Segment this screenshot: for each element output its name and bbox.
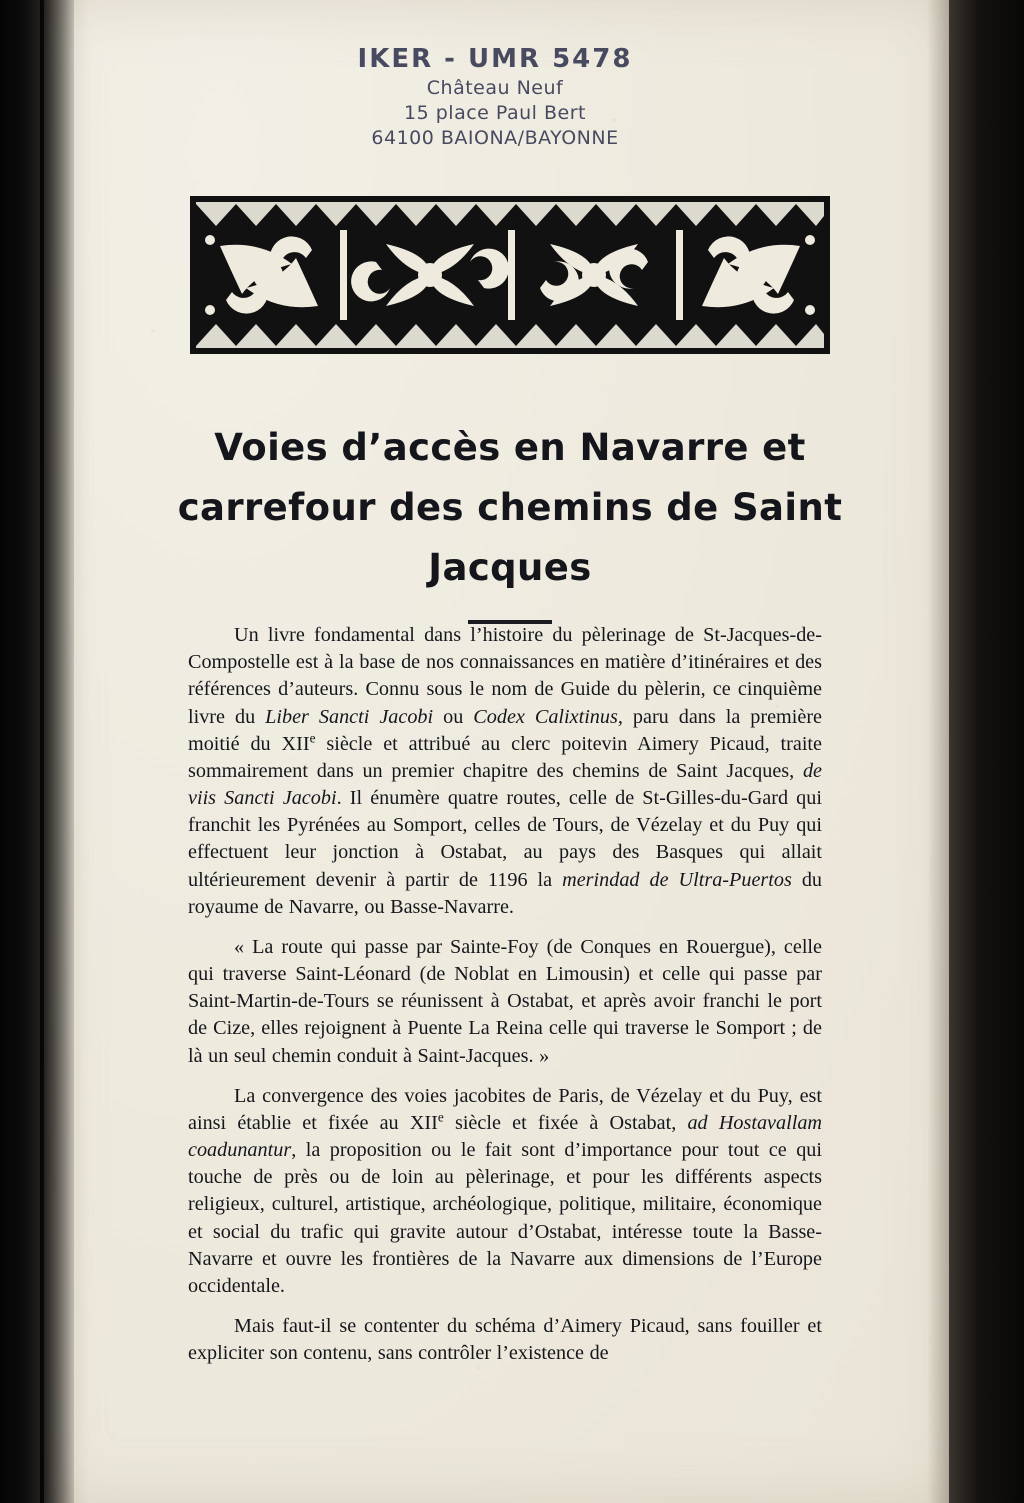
binding-crease <box>40 0 74 1503</box>
stamp-city: 64100 BAIONA/BAYONNE <box>371 127 619 150</box>
stamp-building: Château Neuf <box>426 77 564 100</box>
stamp-street: 15 place Paul Bert <box>404 102 586 125</box>
p1-part-a: Un livre fondamental dans l’histoire du pèlerinage de St-Jacques-de-Compostelle est à la base de nos connaissances en matière d’itinéraires et des références d’auteurs. Connu sous le nom de Guide du pèlerin, ce cinquième livre du <box>188 624 822 728</box>
paragraph-2-quote: « La route qui passe par Sainte-Foy (de Conques en Rouergue), celle qui traverse Saint-Léonard (de Noblat en Limousin) et celle qui passe par Saint-Martin-de-Tours se réunissent à Ostabat, et après avoir franchi le port de Cize, elles rejoignent à Puente La Reina celle qui traverse le Somport ; de là un seul chemin conduit à Saint-Jacques. » <box>188 935 822 1067</box>
p1-part-c: , paru dans la première moitié du XII <box>188 705 823 755</box>
p3-italic-hostavallam: ad Hostavallam coadunantur <box>188 1111 823 1162</box>
p1-part-e: . Il énumère quatre routes, celle de St-Gilles-du-Gard qui franchit les Pyrénées au Somport, celles de Tours, de Vézelay et du Puy qui effectuent leur jonction à Ostabat, au pays des Basques qui allait ultérieurement devenir à partir de 1196 la <box>188 787 822 891</box>
title-line-2: carrefour des chemins de Saint Jacques <box>177 485 843 589</box>
p1-ordinal: e <box>309 729 316 745</box>
p3-ordinal: e <box>437 1109 444 1125</box>
p1-part-b: ou <box>433 705 474 728</box>
p3-part-c: , la proposition ou le fait sont d’importance pour tout ce qui touche de près ou de loin au pèlerinage, et pour les différents aspects religieux, culturel, artistique, archéologique, politique, militaire, économique et social du trafic qui gravite autour d’Ostabat, intéresse toute la Basse-Navarre et ouvre les frontières de la Navarre aux dimensions de l’Europe occidentale. <box>188 1139 822 1297</box>
article-body <box>188 622 822 1367</box>
p1-italic-merindad: merindad de Ultra-Puertos <box>562 868 792 891</box>
p3-part-b: siècle et fixée à Ostabat, <box>443 1111 688 1134</box>
p1-italic-liber: Liber Sancti Jacobi <box>265 705 434 728</box>
paragraph-3 <box>188 1083 822 1300</box>
page-edge-shading <box>927 0 949 1503</box>
p3-part-a: La convergence des voies jacobites de Paris, de Vézelay et du Puy, est ainsi établie et fixée au XII <box>188 1084 822 1134</box>
p1-italic-codex: Codex Calixtinus <box>473 705 618 728</box>
stamp-institution: IKER - UMR 5478 <box>357 44 633 74</box>
title-line-1: Voies d’accès en Navarre et <box>214 426 806 469</box>
scan-background-right <box>949 0 1024 1503</box>
p1-part-d: siècle et attribué au clerc poitevin Aimery Picaud, traite sommairement dans un premier chapitre des chemins de Saint Jacques, <box>188 732 823 782</box>
library-stamp <box>330 42 660 152</box>
page-title <box>130 418 890 624</box>
paragraph-4: Mais faut-il se contenter du schéma d’Aimery Picaud, sans fouiller et expliciter son contenu, sans contrôler l’existence de <box>188 1315 822 1365</box>
decorative-ornament-band <box>190 196 830 354</box>
p1-part-f: du royaume de Navarre, ou Basse-Navarre. <box>188 868 823 918</box>
p1-italic-deviis: de viis Sancti Jacobi <box>188 759 822 810</box>
paragraph-1 <box>188 622 822 921</box>
